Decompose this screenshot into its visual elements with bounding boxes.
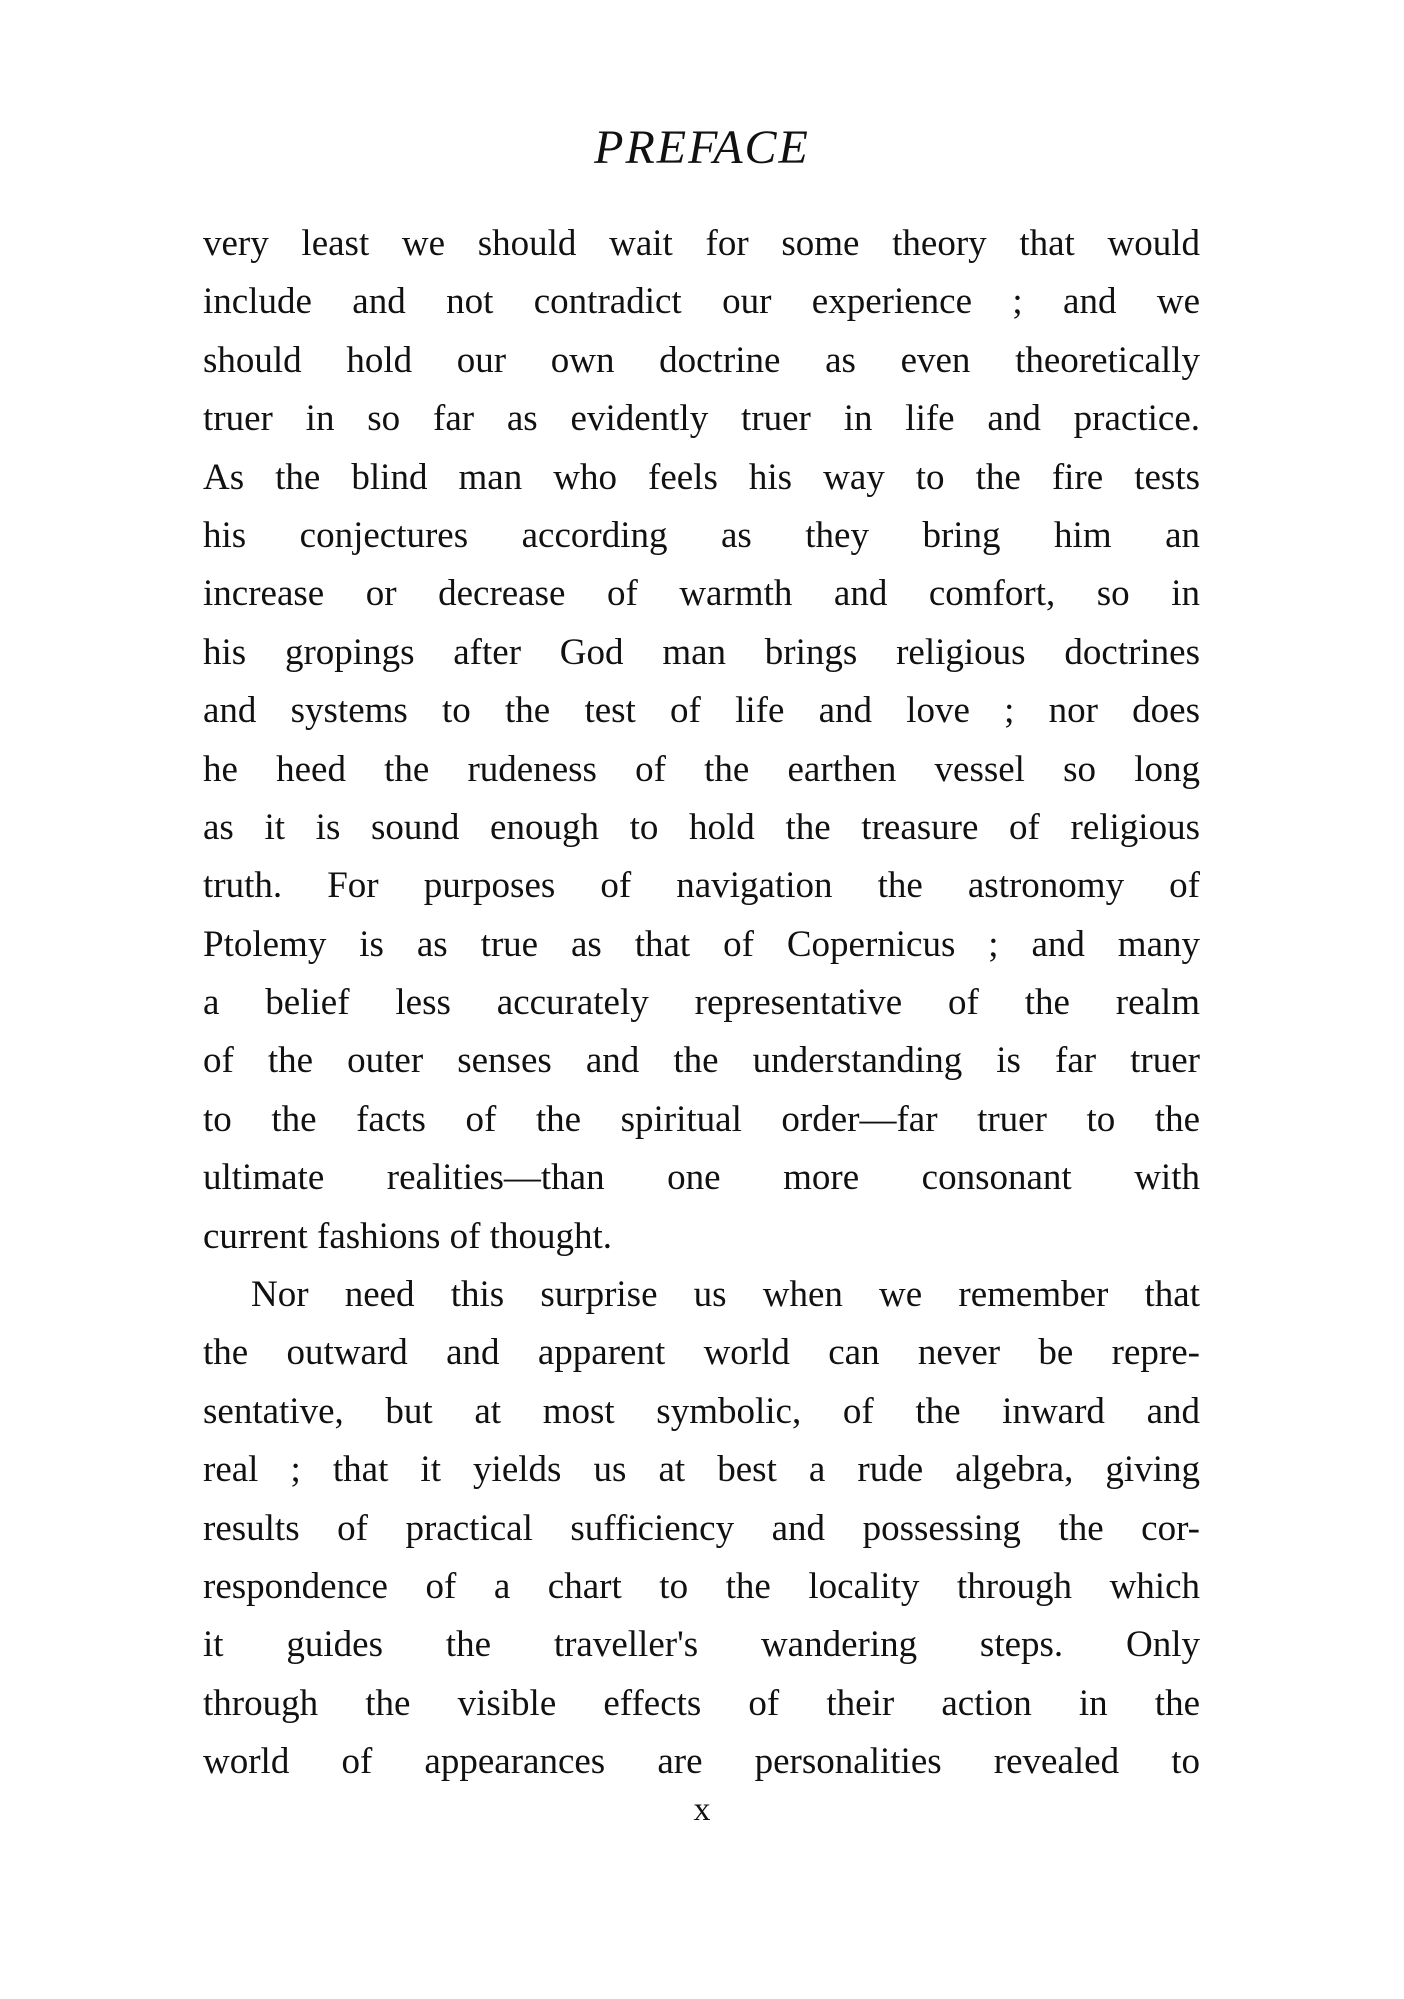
text-line: results of practical sufficiency and possessing the cor- (203, 1507, 1200, 1549)
text-line: truth. For purposes of navigation the astronomy of (203, 865, 1200, 907)
text-line: Nor need this surprise us when we remember that (251, 1274, 1200, 1316)
text-line: his gropings after God man brings religious doctrines (203, 631, 1200, 673)
text-line: the outward and apparent world can never be repre- (203, 1332, 1200, 1374)
text-line: current fashions of thought. (203, 1215, 612, 1257)
text-line: real ; that it yields us at best a rude algebra, giving (203, 1449, 1200, 1491)
text-line: ultimate realities—than one more consonant with (203, 1157, 1200, 1199)
text-line: increase or decrease of warmth and comfort, so in (203, 573, 1200, 615)
text-line: as it is sound enough to hold the treasure of religious (203, 806, 1200, 848)
text-line: through the visible effects of their action in the (203, 1682, 1200, 1724)
text-line: and systems to the test of life and love ; nor does (203, 690, 1200, 732)
text-line: world of appearances are personalities revealed to (203, 1741, 1200, 1783)
text-line: should hold our own doctrine as even theoretically (203, 339, 1200, 381)
text-line: a belief less accurately representative of the realm (203, 982, 1200, 1024)
text-line: include and not contradict our experience ; and we (203, 281, 1200, 323)
text-line: his conjectures according as they bring him an (203, 514, 1200, 556)
paragraph-1 (203, 215, 1200, 1266)
text-line: truer in so far as evidently truer in life and practice. (203, 398, 1200, 440)
text-line: sentative, but at most symbolic, of the inward and (203, 1390, 1200, 1432)
text-line: very least we should wait for some theory that would (203, 223, 1200, 264)
paragraph-2 (203, 1266, 1200, 1792)
text-line: it guides the traveller's wandering steps. Only (203, 1624, 1200, 1666)
page-number: x (693, 1791, 711, 1828)
text-line: to the facts of the spiritual order—far truer to the (203, 1098, 1200, 1140)
text-line: of the outer senses and the understanding is far truer (203, 1040, 1200, 1082)
running-head: PREFACE (594, 121, 810, 174)
text-line: Ptolemy is as true as that of Copernicus ; and many (203, 923, 1200, 965)
text-line: As the blind man who feels his way to the fire tests (203, 456, 1200, 498)
body-text (203, 215, 1200, 1792)
text-line: he heed the rudeness of the earthen vessel so long (203, 748, 1200, 790)
text-line: respondence of a chart to the locality through which (203, 1565, 1200, 1607)
